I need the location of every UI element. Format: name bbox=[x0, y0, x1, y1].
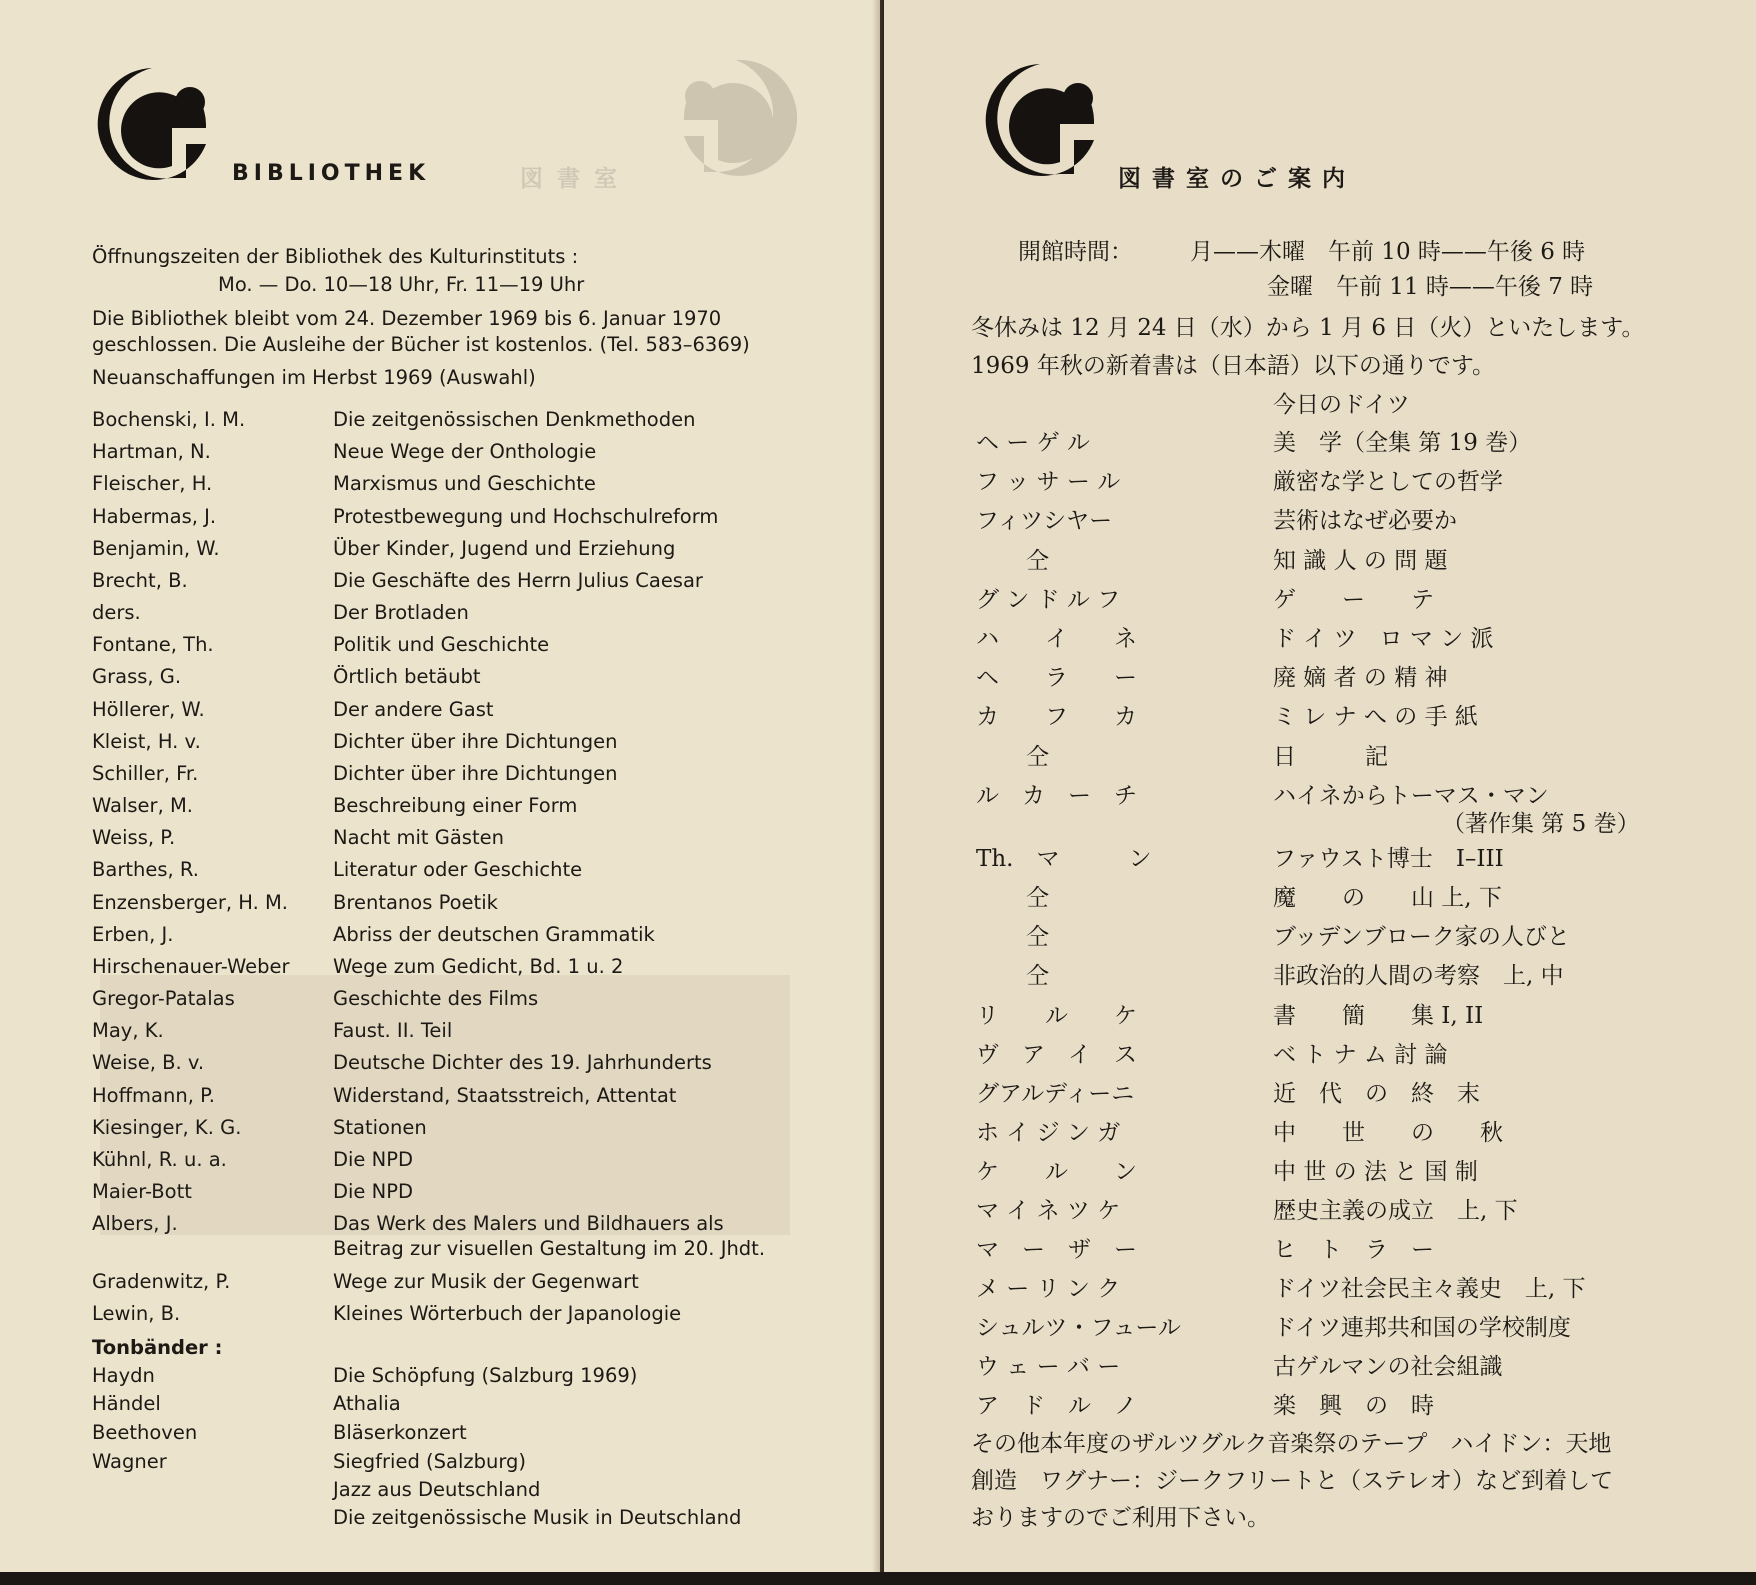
book-author: Gradenwitz, P. bbox=[92, 1270, 231, 1293]
right-page bbox=[884, 0, 1756, 1572]
book-author: Fleischer, H. bbox=[92, 472, 213, 495]
goethe-institut-logo bbox=[82, 66, 210, 184]
book-title: 楽 興 の 時 bbox=[1273, 1393, 1434, 1419]
book-title: Abriss der deutschen Grammatik bbox=[333, 923, 655, 946]
book-title: Örtlich betäubt bbox=[333, 665, 481, 688]
book-author: Kleist, H. v. bbox=[92, 730, 201, 753]
book-author: フィツシヤー bbox=[976, 508, 1113, 534]
brand-library-guide: 図書室のご案内 bbox=[1118, 165, 1356, 192]
hours-line-1: 月——木曜 午前 10 時——午後 6 時 bbox=[1190, 239, 1586, 265]
book-title: 芸術はなぜ必要か bbox=[1273, 508, 1457, 534]
hours-line-1: Öffnungszeiten der Bibliothek des Kulturinstituts : bbox=[92, 245, 579, 268]
book-title: 歴史主義の成立 上, 下 bbox=[1273, 1198, 1518, 1224]
tape-author: Haydn bbox=[92, 1364, 155, 1387]
book-title: Beschreibung einer Form bbox=[333, 794, 578, 817]
bottom-edge bbox=[0, 1572, 1756, 1585]
closed-line-2: geschlossen. Die Ausleihe der Bücher ist kostenlos. (Tel. 583–6369) bbox=[92, 333, 750, 356]
left-page bbox=[0, 0, 880, 1572]
book-title: ファウスト博士 I–III bbox=[1273, 846, 1504, 872]
book-title: Die Geschäfte des Herrn Julius Caesar bbox=[333, 569, 703, 592]
book-author: Gregor-Patalas bbox=[92, 987, 235, 1010]
tape-title: Bläserkonzert bbox=[333, 1421, 467, 1444]
book-author: Grass, G. bbox=[92, 665, 182, 688]
hours-line-2: Mo. — Do. 10—18 Uhr, Fr. 11—19 Uhr bbox=[218, 273, 585, 296]
book-author: グ ン ド ル フ bbox=[976, 587, 1121, 613]
book-author: ヘ ー ゲ ル bbox=[976, 430, 1090, 456]
book-author: カ フ カ bbox=[976, 704, 1137, 730]
book-title: ベ ト ナ ム 討 論 bbox=[1273, 1042, 1448, 1068]
book-author: ders. bbox=[92, 601, 141, 624]
hours-line-2: 金曜 午前 11 時——午後 7 時 bbox=[1267, 274, 1594, 300]
book-author: Hartman, N. bbox=[92, 440, 211, 463]
book-author: 仝 bbox=[1026, 548, 1049, 574]
ghost-gi-logo-icon bbox=[676, 56, 806, 180]
book-author: Benjamin, W. bbox=[92, 537, 220, 560]
book-title: ヒ ト ラ ー bbox=[1273, 1237, 1434, 1263]
book-author: ア ド ル ノ bbox=[976, 1393, 1137, 1419]
book-author: Habermas, J. bbox=[92, 505, 217, 528]
book-author: Enzensberger, H. M. bbox=[92, 891, 289, 914]
book-title: ミ レ ナ へ の 手 紙 bbox=[1273, 704, 1478, 730]
book-author: ヴ ア イ ス bbox=[976, 1042, 1137, 1068]
book-title: Marxismus und Geschichte bbox=[333, 472, 596, 495]
book-author: メ ー リ ン ク bbox=[976, 1276, 1121, 1302]
closing-line-1: その他本年度のザルツグルク音楽祭のテープ ハイドン：天地 bbox=[971, 1431, 1612, 1457]
book-title: Dichter über ihre Dichtungen bbox=[333, 730, 618, 753]
ghost-brand-text: 図書室 bbox=[520, 165, 631, 192]
book-author: 仝 bbox=[1026, 885, 1049, 911]
book-title: Die NPD bbox=[333, 1148, 413, 1171]
book-title: Brentanos Poetik bbox=[333, 891, 498, 914]
book-title-note: （著作集 第 5 巻） bbox=[1442, 811, 1640, 837]
book-author: ホ イ ジ ン ガ bbox=[976, 1120, 1121, 1146]
goethe-institut-logo-jp bbox=[970, 62, 1098, 180]
book-author: ル カ ー チ bbox=[976, 783, 1137, 809]
ghost-logo bbox=[676, 56, 806, 184]
tape-title: Athalia bbox=[333, 1392, 401, 1415]
book-author: リ ル ケ bbox=[976, 1003, 1137, 1029]
book-title: Der Brotladen bbox=[333, 601, 469, 624]
book-title: Nacht mit Gästen bbox=[333, 826, 504, 849]
book-author: 仝 bbox=[1026, 924, 1049, 950]
book-title: 今日のドイツ bbox=[1273, 392, 1410, 418]
book-title: Die zeitgenössischen Denkmethoden bbox=[333, 408, 696, 431]
book-title: ブッデンブローク家の人びと bbox=[1273, 924, 1570, 950]
book-title: Die NPD bbox=[333, 1180, 413, 1203]
book-author: Albers, J. bbox=[92, 1212, 178, 1235]
tape-title: Siegfried (Salzburg) bbox=[333, 1450, 527, 1473]
book-title: 知 識 人 の 問 題 bbox=[1273, 548, 1448, 574]
book-title: ハイネからトーマス・マン bbox=[1273, 783, 1549, 809]
book-title: Neue Wege der Onthologie bbox=[333, 440, 597, 463]
book-title: Das Werk des Malers und Bildhauers als bbox=[333, 1212, 724, 1235]
book-author: Lewin, B. bbox=[92, 1302, 181, 1325]
hours-label: 開館時間： bbox=[1018, 239, 1133, 265]
book-author: Maier-Bott bbox=[92, 1180, 192, 1203]
gi-logo-icon bbox=[82, 66, 210, 184]
book-title: Politik und Geschichte bbox=[333, 633, 550, 656]
book-author: マ ー ザ ー bbox=[976, 1237, 1137, 1263]
book-title: Faust. II. Teil bbox=[333, 1019, 453, 1042]
tape-title: Die zeitgenössische Musik in Deutschland bbox=[333, 1506, 742, 1529]
tape-author: Händel bbox=[92, 1392, 161, 1415]
book-author: Weiss, P. bbox=[92, 826, 176, 849]
tape-author: Wagner bbox=[92, 1450, 167, 1473]
tapes-heading: Tonbänder : bbox=[92, 1336, 223, 1359]
book-title: Wege zur Musik der Gegenwart bbox=[333, 1270, 639, 1293]
closing-line-3: おりますのでご利用下さい。 bbox=[971, 1505, 1270, 1531]
book-title: 非政治的人間の考察 上, 中 bbox=[1273, 963, 1564, 989]
new-books-intro: 1969 年秋の新着書は（日本語）以下の通りです。 bbox=[971, 353, 1496, 379]
book-title: 魔 の 山 上, 下 bbox=[1273, 885, 1502, 911]
book-title: Der andere Gast bbox=[333, 698, 494, 721]
book-author: ケ ル ン bbox=[976, 1159, 1137, 1185]
book-title: 古ゲルマンの社会組識 bbox=[1273, 1354, 1503, 1380]
book-author: May, K. bbox=[92, 1019, 164, 1042]
book-author: ウ ェ ー バ ー bbox=[976, 1354, 1121, 1380]
book-title: Geschichte des Films bbox=[333, 987, 539, 1010]
book-title: Widerstand, Staatsstreich, Attentat bbox=[333, 1084, 677, 1107]
book-author: Kiesinger, K. G. bbox=[92, 1116, 242, 1139]
book-title: Deutsche Dichter des 19. Jahrhunderts bbox=[333, 1051, 712, 1074]
tape-title: Die Schöpfung (Salzburg 1969) bbox=[333, 1364, 638, 1387]
book-author: 仝 bbox=[1026, 744, 1049, 770]
book-title: ドイツ連邦共和国の学校制度 bbox=[1273, 1315, 1571, 1341]
book-author: ヘ ラ ー bbox=[976, 665, 1137, 691]
book-title: ゲ ー テ bbox=[1273, 587, 1434, 613]
book-author: フ ッ サ ー ル bbox=[976, 469, 1121, 495]
book-title: Über Kinder, Jugend und Erziehung bbox=[333, 537, 676, 560]
book-author: Hoffmann, P. bbox=[92, 1084, 216, 1107]
closed-line-1: Die Bibliothek bleibt vom 24. Dezember 1969 bis 6. Januar 1970 bbox=[92, 307, 722, 330]
book-title: Literatur oder Geschichte bbox=[333, 858, 583, 881]
book-author: Fontane, Th. bbox=[92, 633, 214, 656]
new-heading: Neuanschaffungen im Herbst 1969 (Auswahl) bbox=[92, 366, 536, 389]
book-title-cont: Beitrag zur visuellen Gestaltung im 20. Jhdt. bbox=[333, 1237, 766, 1260]
book-author: Barthes, R. bbox=[92, 858, 199, 881]
book-title: Wege zum Gedicht, Bd. 1 u. 2 bbox=[333, 955, 624, 978]
book-author: Weise, B. v. bbox=[92, 1051, 205, 1074]
book-author: Hirschenauer-Weber bbox=[92, 955, 290, 978]
book-author: Erben, J. bbox=[92, 923, 174, 946]
tape-author: Beethoven bbox=[92, 1421, 198, 1444]
book-author: Kühnl, R. u. a. bbox=[92, 1148, 227, 1171]
brand-bibliothek: BIBLIOTHEK bbox=[232, 161, 431, 186]
gi-logo-icon bbox=[970, 62, 1098, 180]
book-title: 中 世 の 法 と 国 制 bbox=[1273, 1159, 1478, 1185]
book-title: ドイツ社会民主々義史 上, 下 bbox=[1273, 1276, 1586, 1302]
book-author: Brecht, B. bbox=[92, 569, 188, 592]
closing-line-2: 創造 ワグナー：ジークフリートと（ステレオ）など到着して bbox=[971, 1468, 1614, 1494]
book-title: 日 記 bbox=[1273, 744, 1388, 770]
book-title: 書 簡 集 I, II bbox=[1273, 1003, 1484, 1029]
book-title: Dichter über ihre Dichtungen bbox=[333, 762, 618, 785]
book-title: 美 学（全集 第 19 巻） bbox=[1273, 430, 1532, 456]
book-author: 仝 bbox=[1026, 963, 1049, 989]
book-author: Walser, M. bbox=[92, 794, 193, 817]
book-title: 廃 嫡 者 の 精 神 bbox=[1273, 665, 1448, 691]
book-title: Stationen bbox=[333, 1116, 427, 1139]
book-title: ド イ ツ ロ マ ン 派 bbox=[1273, 626, 1494, 652]
tape-title: Jazz aus Deutschland bbox=[333, 1478, 541, 1501]
book-author: Bochenski, I. M. bbox=[92, 408, 246, 431]
book-author: Th. マ ン bbox=[976, 846, 1152, 872]
book-author: グアルディーニ bbox=[976, 1081, 1135, 1107]
book-title: Kleines Wörterbuch der Japanologie bbox=[333, 1302, 682, 1325]
book-author: マ イ ネ ツ ケ bbox=[976, 1198, 1121, 1224]
book-author: Schiller, Fr. bbox=[92, 762, 199, 785]
book-author: シュルツ・フュール bbox=[976, 1315, 1181, 1341]
book-author: Höllerer, W. bbox=[92, 698, 205, 721]
winter-closure: 冬休みは 12 月 24 日（水）から 1 月 6 日（火）といたします。 bbox=[971, 315, 1645, 341]
book-title: 近 代 の 終 末 bbox=[1273, 1081, 1480, 1107]
book-title: Protestbewegung und Hochschulreform bbox=[333, 505, 719, 528]
book-title: 中 世 の 秋 bbox=[1273, 1120, 1503, 1146]
book-author: ハ イ ネ bbox=[976, 626, 1137, 652]
book-title: 厳密な学としての哲学 bbox=[1273, 469, 1503, 495]
